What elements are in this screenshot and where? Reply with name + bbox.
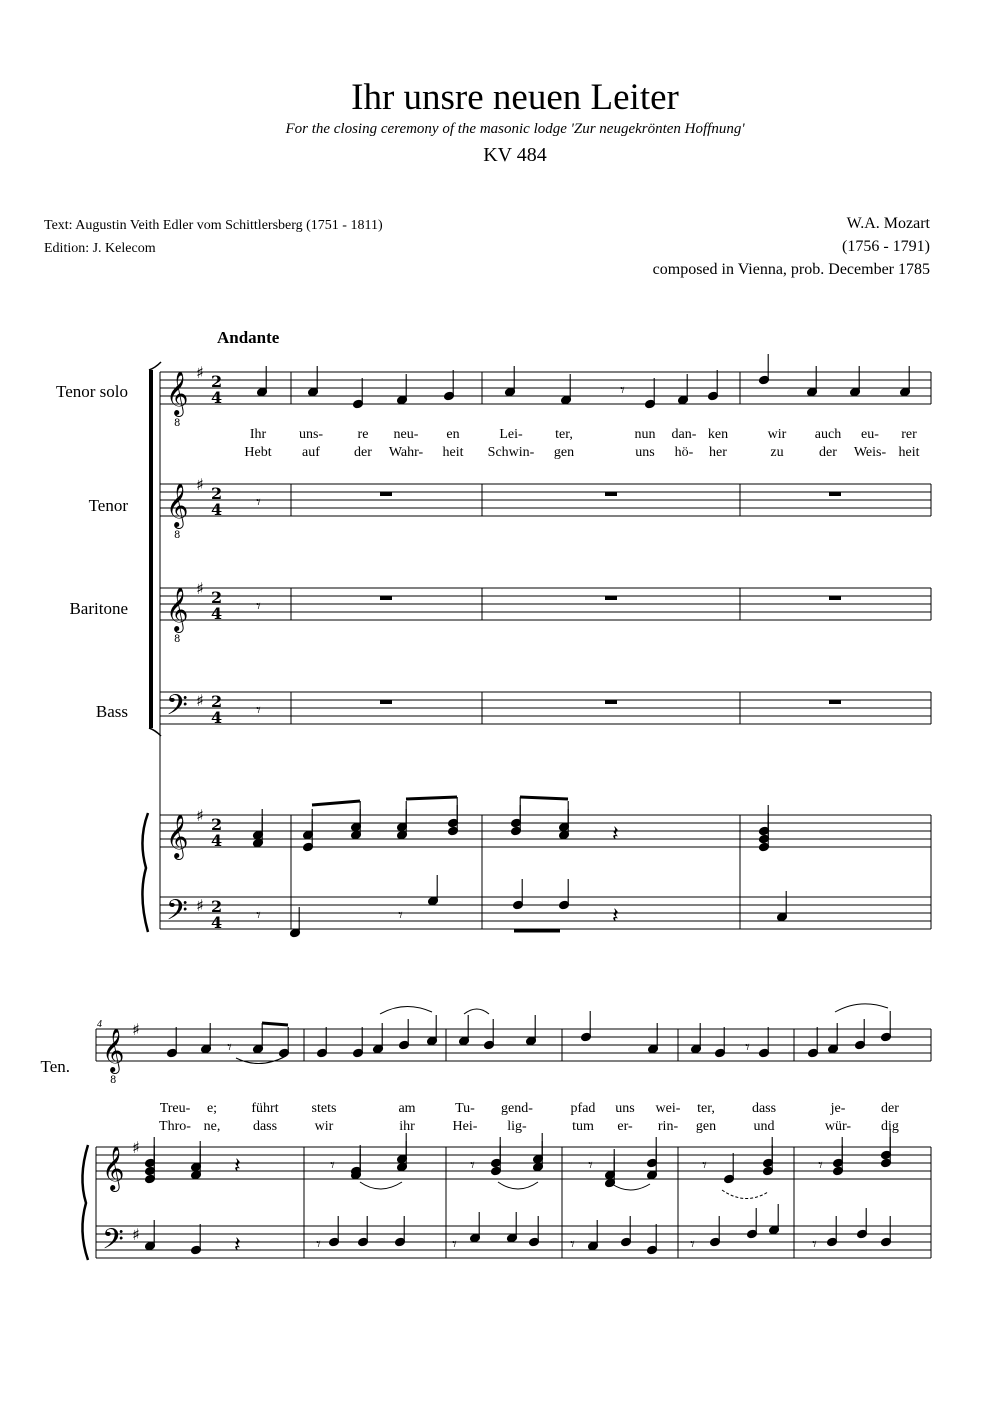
slur <box>380 1006 432 1014</box>
lyric-s1-v1-6: ter, <box>555 427 573 442</box>
eighth-rest: 𝄾 <box>690 1234 695 1255</box>
subtitle: For the closing ceremony of the masonic lodge 'Zur neugekrönten Hoffnung' <box>285 121 745 137</box>
lyric-s2-v1-6: gend- <box>501 1101 533 1116</box>
composer-name: W.A. Mozart <box>846 215 930 232</box>
sharp-icon: ♯ <box>196 579 204 598</box>
sharp-icon: ♯ <box>132 1225 140 1244</box>
time-sig: 2 <box>211 484 223 503</box>
treble-clef-icon: 𝄞 <box>166 371 189 415</box>
lyric-s1-v2-8: hö- <box>674 445 694 460</box>
time-sig: 4 <box>211 708 223 727</box>
octave-mark: 8 <box>174 418 181 429</box>
time-sig: 2 <box>211 815 223 834</box>
slur <box>612 1184 650 1190</box>
lyric-s1-v1-9: ken <box>707 427 729 442</box>
eighth-rest: 𝄾 <box>452 1234 457 1255</box>
whole-rest <box>829 700 841 704</box>
lyric-s2-v1-7: pfad <box>570 1101 596 1116</box>
catalog-number: KV 484 <box>483 144 547 166</box>
lyric-s2-v1-0: Treu- <box>159 1101 191 1116</box>
lyric-s1-v1-12: eu- <box>861 427 879 442</box>
lyric-s2-v2-4: ihr <box>399 1119 415 1134</box>
lyric-s1-v2-13: heit <box>898 445 920 460</box>
slur <box>835 1004 888 1012</box>
eighth-rest: 𝄾 <box>620 380 625 401</box>
eighth-rest: 𝄾 <box>256 596 261 617</box>
lyric-s2-v1-4: am <box>398 1101 416 1116</box>
octave-mark: 8 <box>174 634 181 645</box>
octave-mark: 8 <box>110 1075 117 1086</box>
lyric-s2-v2-12: wür- <box>824 1119 852 1134</box>
eighth-rest: 𝄾 <box>588 1155 593 1176</box>
lyric-s1-v1-4: en <box>446 427 460 442</box>
beam <box>312 801 360 805</box>
time-sig: 4 <box>211 831 223 850</box>
sharp-icon: ♯ <box>132 1020 140 1039</box>
lyric-s2-v1-13: der <box>881 1101 899 1116</box>
composer-dates: (1756 - 1791) <box>842 238 930 255</box>
whole-rest <box>605 492 617 496</box>
lyric-s2-v2-6: lig- <box>507 1119 527 1134</box>
time-sig: 4 <box>211 388 223 407</box>
sharp-icon: ♯ <box>196 896 204 915</box>
whole-rest <box>605 596 617 600</box>
measure-number: 4 <box>97 1019 102 1030</box>
quarter-rest: 𝄽 <box>234 1233 241 1258</box>
lyric-s1-v1-1: uns- <box>298 427 324 442</box>
lyric-s1-v2-10: zu <box>770 445 784 460</box>
lyric-s2-v1-9: wei- <box>655 1101 681 1116</box>
lyric-s1-v2-2: der <box>354 445 372 460</box>
bass-clef-icon: 𝄢 <box>166 894 188 934</box>
time-sig: 4 <box>211 604 223 623</box>
whole-rest <box>380 700 392 704</box>
lyric-s1-v1-11: auch <box>814 427 842 442</box>
lyric-s2-v2-10: gen <box>695 1119 717 1134</box>
whole-rest <box>380 492 392 496</box>
beam <box>520 797 568 799</box>
lyric-s1-v2-7: uns <box>635 445 655 460</box>
eighth-rest: 𝄾 <box>470 1155 475 1176</box>
lyric-s1-v2-6: gen <box>553 445 575 460</box>
lyric-s1-v2-1: auf <box>302 445 320 460</box>
lyric-s2-v2-5: Hei- <box>452 1119 478 1134</box>
bass-clef-icon: 𝄢 <box>102 1223 124 1263</box>
sharp-icon: ♯ <box>132 1138 140 1157</box>
slur <box>360 1182 402 1189</box>
whole-rest <box>605 700 617 704</box>
eighth-rest: 𝄾 <box>702 1155 707 1176</box>
lyric-s2-v1-11: dass <box>751 1101 777 1116</box>
quarter-rest: 𝄽 <box>612 904 619 929</box>
lyric-s1-v1-2: re <box>357 427 369 442</box>
octave-mark: 8 <box>174 530 181 541</box>
staff-name-ten-abbrev: Ten. <box>40 1057 70 1076</box>
eighth-rest: 𝄾 <box>256 492 261 513</box>
slur <box>498 1182 538 1189</box>
staff-name-baritone: Baritone <box>69 599 128 618</box>
time-sig: 2 <box>211 897 223 916</box>
lyric-s2-v2-0: Thro- <box>159 1119 191 1134</box>
lyric-s2-v2-11: und <box>753 1119 775 1134</box>
staff-name-bass: Bass <box>95 702 128 721</box>
eighth-rest: 𝄾 <box>227 1037 232 1058</box>
lyric-s1-v2-0: Hebt <box>244 445 272 460</box>
lyric-s2-v2-3: wir <box>314 1119 334 1134</box>
lyric-s2-v1-1: e; <box>206 1101 218 1116</box>
piano-brace-s2 <box>82 1145 88 1260</box>
lyric-s1-v1-0: Ihr <box>249 427 267 442</box>
sharp-icon: ♯ <box>196 691 204 710</box>
eighth-rest: 𝄾 <box>256 905 261 926</box>
lyric-s2-v2-7: tum <box>572 1119 594 1134</box>
lyric-s1-v1-5: Lei- <box>499 427 523 442</box>
lyric-s1-v1-3: neu- <box>393 427 419 442</box>
time-sig: 4 <box>211 913 223 932</box>
choir-bracket <box>149 370 153 728</box>
tie <box>464 1009 489 1014</box>
time-sig: 4 <box>211 500 223 519</box>
lyric-s2-v1-3: stets <box>311 1101 337 1116</box>
lyric-s1-v1-7: nun <box>634 427 656 442</box>
bass-clef-icon: 𝄢 <box>166 689 188 729</box>
lyric-s2-v2-1: ne, <box>203 1119 221 1134</box>
lyric-s1-v2-3: Wahr- <box>388 445 424 460</box>
whole-rest <box>829 492 841 496</box>
lyric-s2-v1-12: je- <box>830 1101 846 1116</box>
page-title: Ihr unsre neuen Leiter <box>351 77 679 118</box>
treble-clef-icon: 𝄞 <box>102 1146 125 1190</box>
eighth-rest: 𝄾 <box>812 1234 817 1255</box>
lyric-s1-v2-5: Schwin- <box>487 445 535 460</box>
tempo-marking: Andante <box>217 328 280 347</box>
edition-credit: Edition: J. Kelecom <box>44 241 156 256</box>
lyric-s1-v2-4: heit <box>442 445 464 460</box>
lyric-s2-v1-8: uns <box>615 1101 635 1116</box>
whole-rest <box>380 596 392 600</box>
lyric-s2-v1-5: Tu- <box>455 1101 475 1116</box>
staff-name-tenor: Tenor <box>88 496 128 515</box>
sharp-icon: ♯ <box>196 806 204 825</box>
whole-rest <box>829 596 841 600</box>
text-credit: Text: Augustin Veith Edler vom Schittlersberg (1751 - 1811) <box>44 218 383 233</box>
eighth-rest: 𝄾 <box>330 1155 335 1176</box>
slur <box>236 1056 286 1064</box>
lyric-s2-v2-8: er- <box>617 1119 633 1134</box>
lyric-s2-v1-10: ter, <box>697 1101 715 1116</box>
beam <box>406 797 457 799</box>
bracket-hook <box>149 362 161 370</box>
staff-name-tenor-solo: Tenor solo <box>56 382 128 401</box>
quarter-rest: 𝄽 <box>612 822 619 847</box>
bracket-hook <box>149 728 161 736</box>
eighth-rest: 𝄾 <box>398 905 403 926</box>
time-sig: 2 <box>211 588 223 607</box>
treble-clef-icon: 𝄞 <box>102 1028 125 1072</box>
sharp-icon: ♯ <box>196 475 204 494</box>
lyric-s2-v2-13: dig <box>881 1119 899 1134</box>
time-sig: 2 <box>211 692 223 711</box>
eighth-rest: 𝄾 <box>570 1234 575 1255</box>
eighth-rest: 𝄾 <box>745 1037 750 1058</box>
piano-brace <box>142 813 148 932</box>
time-sig: 2 <box>211 372 223 391</box>
sharp-icon: ♯ <box>196 363 204 382</box>
lyric-s1-v2-12: Weis- <box>853 445 887 460</box>
lyric-s1-v1-13: rer <box>901 427 917 442</box>
quarter-rest: 𝄽 <box>234 1154 241 1179</box>
eighth-rest: 𝄾 <box>316 1234 321 1255</box>
beam <box>262 1023 288 1025</box>
treble-clef-icon: 𝄞 <box>166 814 189 858</box>
composition-info: composed in Vienna, prob. December 1785 <box>652 261 930 278</box>
lyric-s1-v1-8: dan- <box>671 427 697 442</box>
treble-clef-icon: 𝄞 <box>166 483 189 527</box>
lyric-s2-v1-2: führt <box>251 1101 279 1116</box>
dashed-slur <box>722 1190 768 1199</box>
lyric-s1-v2-9: her <box>709 445 727 460</box>
eighth-rest: 𝄾 <box>256 700 261 721</box>
lyric-s2-v2-9: rin- <box>657 1119 679 1134</box>
lyric-s2-v2-2: dass <box>252 1119 278 1134</box>
lyric-s1-v2-11: der <box>819 445 837 460</box>
lyric-s1-v1-10: wir <box>767 427 787 442</box>
treble-clef-icon: 𝄞 <box>166 587 189 631</box>
eighth-rest: 𝄾 <box>818 1155 823 1176</box>
